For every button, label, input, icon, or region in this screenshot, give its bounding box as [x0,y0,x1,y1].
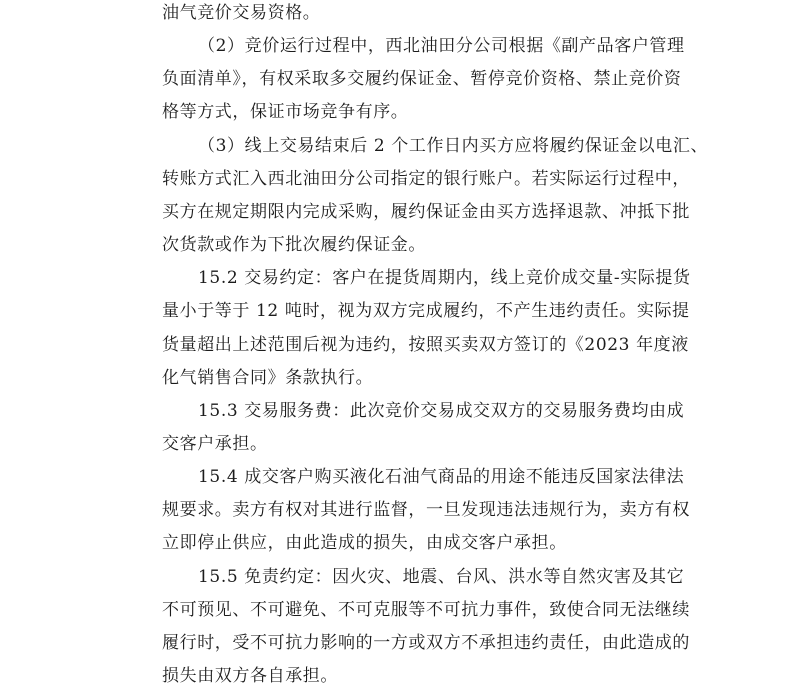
text-line: 格等方式，保证市场竞争有序。 [162,102,409,122]
text-line: 15.5 免责约定：因火灾、地震、台风、洪水等自然灾害及其它 [198,567,685,587]
text-line: 15.3 交易服务费：此次竞价交易成交双方的交易服务费均由成 [198,401,685,421]
text-line: 转账方式汇入西北油田分公司指定的银行账户。若实际运行过程中， [162,169,690,189]
text-line: 损失由双方各自承担。 [162,666,338,686]
text-line: （2）竞价运行过程中，西北油田分公司根据《副产品客户管理 [198,36,685,56]
text-line: 量小于等于 12 吨时，视为双方完成履约，不产生违约责任。实际提 [162,301,690,321]
text-line: 货量超出上述范围后视为违约，按照买卖双方签订的《2023 年度液 [162,335,689,355]
text-line: 15.2 交易约定：客户在提货周期内，线上竞价成交量-实际提货 [198,268,691,288]
text-line: （3）线上交易结束后 2 个工作日内买方应将履约保证金以电汇、 [198,136,709,156]
text-line: 立即停止供应，由此造成的损失，由成交客户承担。 [162,533,567,553]
text-line: 不可预见、不可避免、不可克服等不可抗力事件，致使合同无法继续 [162,600,690,620]
text-line: 履行时，受不可抗力影响的一方或双方不承担违约责任，由此造成的 [162,633,690,653]
text-line: 化气销售合同》条款执行。 [162,368,374,388]
text-line: 负面清单》，有权采取多交履约保证金、暂停竞价资格、禁止竞价资 [162,69,682,89]
text-line: 15.4 成交客户购买液化石油气商品的用途不能违反国家法律法 [198,467,685,487]
text-line: 买方在规定期限内完成采购，履约保证金由买方选择退款、冲抵下批 [162,202,690,222]
text-line: 次货款或作为下批次履约保证金。 [162,235,426,255]
text-line: 规要求。卖方有权对其进行监督，一旦发现违法违规行为，卖方有权 [162,500,690,520]
text-line: 油气竞价交易资格。 [162,3,321,23]
text-line: 交客户承担。 [162,434,268,454]
